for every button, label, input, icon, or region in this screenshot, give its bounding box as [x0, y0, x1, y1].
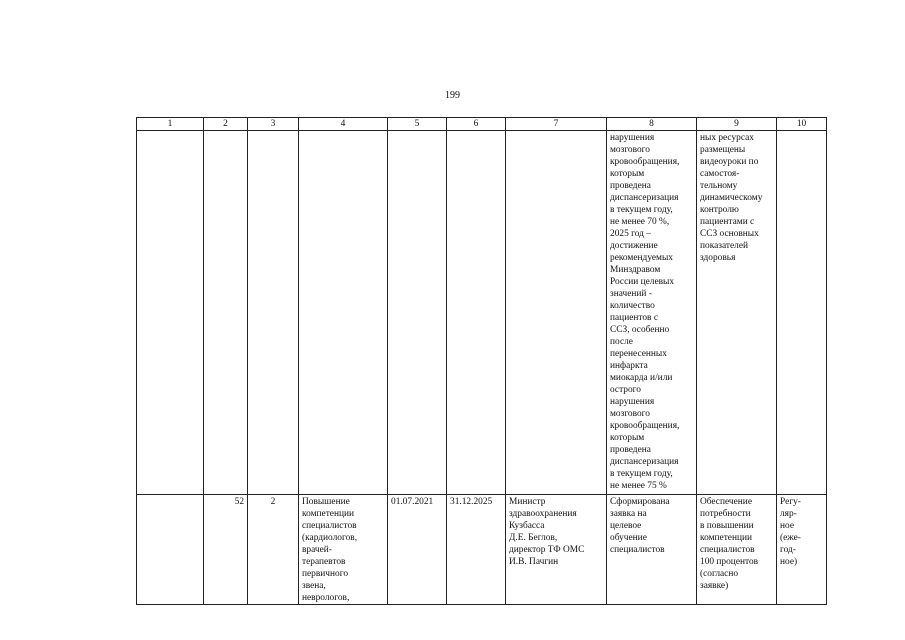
section-number-cell: 2 [248, 495, 299, 605]
table-cell [777, 131, 827, 495]
column-number: 8 [607, 118, 697, 131]
table-cell [506, 131, 607, 495]
column-number: 6 [447, 118, 506, 131]
column-number: 4 [299, 118, 388, 131]
table-cell [299, 131, 388, 495]
indicator-cell: Обеспечение потребности в повышении компетенции специалистов 100 процентов (согласно заявке) [697, 495, 777, 605]
plan-table [136, 117, 827, 605]
table-cell [137, 131, 204, 495]
table-row-52 [137, 495, 827, 605]
table-row-continuation [137, 131, 827, 495]
end-date-cell: 31.12.2025 [447, 495, 506, 605]
page-number: 199 [445, 90, 460, 101]
table-cell [204, 131, 248, 495]
result-cell: нарушения мозгового кровообращения, которым проведена диспансеризация в текущем году, не менее 70 %, 2025 год – достижение рекомендуемых Минздравом России целевых значений - количество пациентов с ССЗ, особенно после перенесенных инфаркта миокарда и/или острого нарушения мозгового кровообращения, которым проведена диспансеризация в текущем году, не менее 75 % [607, 131, 697, 495]
table-cell [447, 131, 506, 495]
indicator-cell: ных ресурсах размещены видеоуроки по самостоя- тельному динамическому контролю пациентами с ССЗ основных показателей здоровья [697, 131, 777, 495]
row-number-cell: 52 [204, 495, 248, 605]
activity-cell: Повышение компетенции специалистов (кардиологов, врачей- терапевтов первичного звена, неврологов, [299, 495, 388, 605]
frequency-cell: Регу- ляр- ное (еже- год- ное) [777, 495, 827, 605]
responsible-cell: Министр здравоохранения Кузбасса Д.Е. Беглов, директор ТФ ОМС И.В. Пачгин [506, 495, 607, 605]
column-number: 5 [388, 118, 447, 131]
column-number: 10 [777, 118, 827, 131]
column-number: 9 [697, 118, 777, 131]
table-cell [137, 495, 204, 605]
column-number: 2 [204, 118, 248, 131]
column-number: 3 [248, 118, 299, 131]
column-number-row [137, 118, 827, 131]
result-cell: Сформирована заявка на целевое обучение специалистов [607, 495, 697, 605]
column-number: 1 [137, 118, 204, 131]
column-number: 7 [506, 118, 607, 131]
start-date-cell: 01.07.2021 [388, 495, 447, 605]
table-cell [388, 131, 447, 495]
table-cell [248, 131, 299, 495]
